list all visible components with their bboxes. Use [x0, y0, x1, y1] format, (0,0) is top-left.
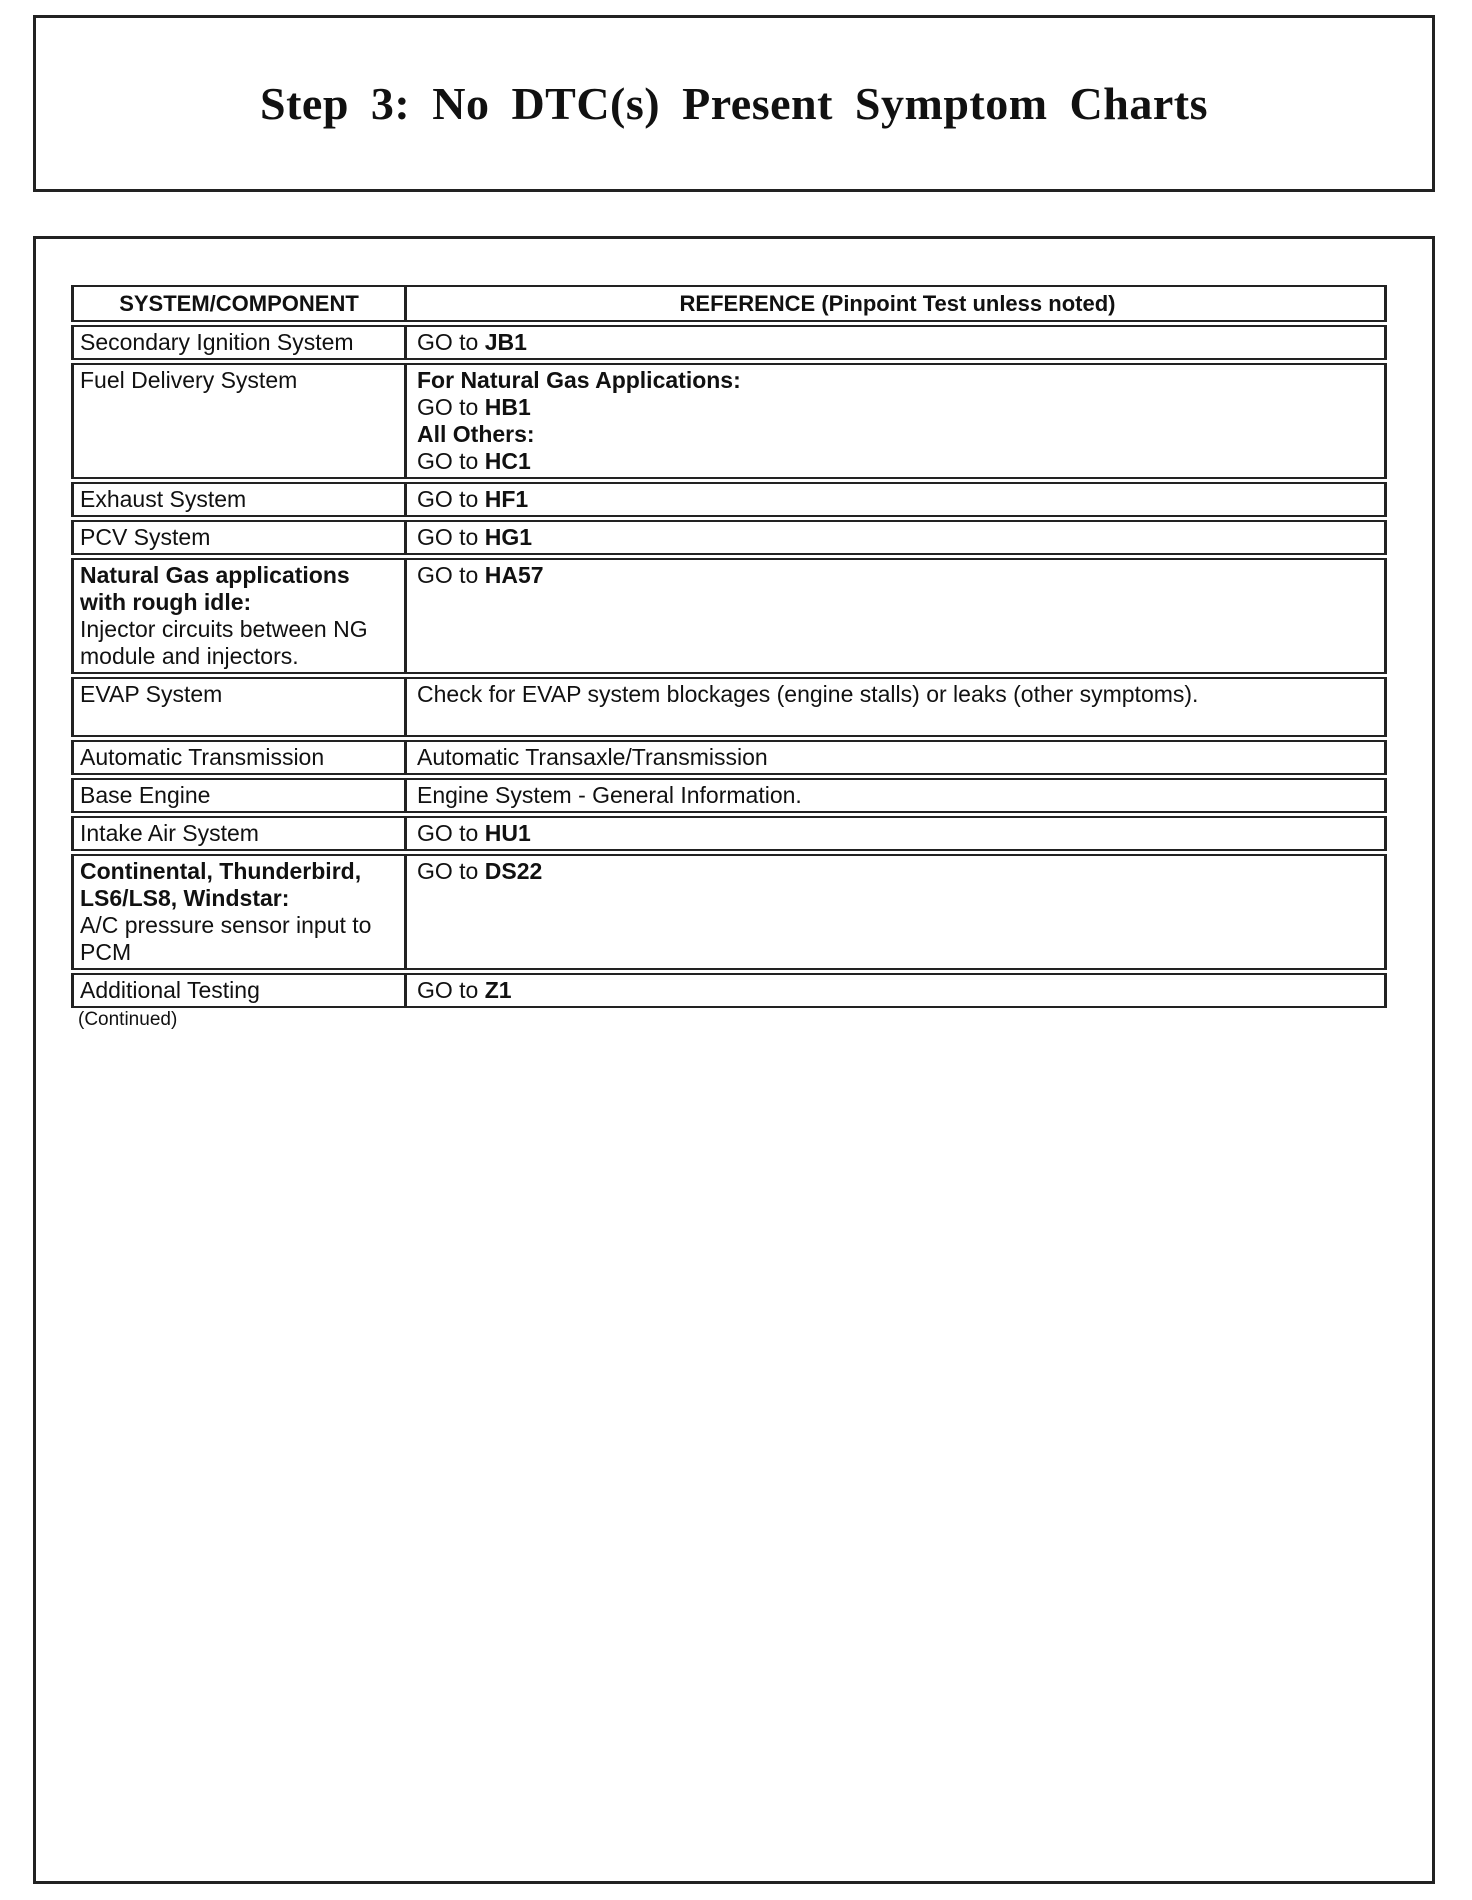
cell-text: Fuel Delivery System [80, 367, 298, 393]
header-reference: REFERENCE (Pinpoint Test unless noted) [407, 285, 1387, 322]
table-row [71, 854, 1387, 970]
cell-text: GO to [417, 977, 485, 1003]
cell-line [80, 681, 398, 708]
cell-line [417, 448, 1378, 475]
cell-line [417, 524, 1378, 551]
cell-line [417, 977, 1378, 1004]
cell-text: Intake Air System [80, 820, 259, 846]
cell-text: Secondary Ignition System [80, 329, 354, 355]
test-reference: Z1 [484, 977, 512, 1003]
table-row [71, 558, 1387, 674]
cell-heading: For Natural Gas Applications: [417, 367, 741, 393]
cell-text: A/C pressure sensor input to PCM [80, 912, 372, 965]
cell-line [417, 329, 1378, 356]
cell-text: GO to [417, 394, 485, 420]
cell-text: Engine System - General Information. [417, 782, 802, 808]
test-reference: JB1 [484, 329, 527, 355]
cell-text: EVAP System [80, 681, 223, 707]
reference-cell [407, 677, 1387, 737]
cell-line [417, 681, 1378, 708]
symptom-chart-table [71, 282, 1387, 1011]
cell-line [417, 744, 1378, 771]
cell-heading: Natural Gas applications with rough idle: [80, 562, 350, 615]
cell-line [417, 858, 1378, 885]
cell-text: PCV System [80, 524, 211, 550]
test-reference: HA57 [484, 562, 544, 588]
reference-cell [407, 854, 1387, 970]
system-cell [71, 816, 407, 851]
reference-cell [407, 973, 1387, 1008]
table-body [71, 325, 1387, 1008]
cell-line [80, 782, 398, 809]
system-cell [71, 520, 407, 555]
table-row [71, 677, 1387, 737]
cell-text: Automatic Transaxle/Transmission [417, 744, 768, 770]
system-cell [71, 325, 407, 360]
system-cell [71, 363, 407, 479]
cell-text: GO to [417, 562, 485, 588]
test-reference: HB1 [484, 394, 531, 420]
test-reference: HG1 [484, 524, 533, 550]
cell-line [417, 486, 1378, 513]
reference-cell [407, 520, 1387, 555]
test-reference: HF1 [484, 486, 529, 512]
page-title: Step 3: No DTC(s) Present Symptom Charts [260, 78, 1208, 129]
cell-line [80, 616, 398, 670]
table-header-row [71, 285, 1387, 322]
test-reference: HC1 [484, 448, 531, 474]
cell-line [80, 524, 398, 551]
system-cell [71, 778, 407, 813]
system-cell [71, 482, 407, 517]
cell-heading: All Others: [417, 421, 535, 447]
cell-line [80, 977, 398, 1004]
cell-line [80, 820, 398, 847]
cell-heading: Continental, Thunderbird, LS6/LS8, Windstar: [80, 858, 362, 911]
reference-cell [407, 740, 1387, 775]
reference-cell [407, 325, 1387, 360]
cell-text: Check for EVAP system blockages (engine stalls) or leaks (other symptoms). [417, 681, 1199, 707]
cell-text: Exhaust System [80, 486, 247, 512]
system-cell [71, 973, 407, 1008]
cell-text: Injector circuits between NG module and injectors. [80, 616, 368, 669]
table-row [71, 778, 1387, 813]
system-cell [71, 677, 407, 737]
table-row [71, 363, 1387, 479]
cell-line [80, 329, 398, 356]
test-reference: DS22 [484, 858, 543, 884]
header-system-component: SYSTEM/COMPONENT [71, 285, 407, 322]
cell-text: GO to [417, 524, 485, 550]
cell-text: Automatic Transmission [80, 744, 325, 770]
cell-text: GO to [417, 329, 485, 355]
cell-line [80, 486, 398, 513]
table-row [71, 740, 1387, 775]
table-row [71, 325, 1387, 360]
reference-cell [407, 363, 1387, 479]
table-row [71, 520, 1387, 555]
title-box [33, 15, 1435, 192]
reference-cell [407, 558, 1387, 674]
system-cell [71, 854, 407, 970]
reference-cell [407, 778, 1387, 813]
cell-text: Base Engine [80, 782, 211, 808]
cell-line [417, 782, 1378, 809]
cell-line [417, 562, 1378, 589]
cell-text: Additional Testing [80, 977, 260, 1003]
table-row [71, 482, 1387, 517]
cell-text: GO to [417, 448, 485, 474]
reference-cell [407, 816, 1387, 851]
cell-line [80, 912, 398, 966]
cell-text: GO to [417, 858, 485, 884]
reference-cell [407, 482, 1387, 517]
table-row [71, 816, 1387, 851]
test-reference: HU1 [484, 820, 531, 846]
cell-line [417, 394, 1378, 421]
content-box [33, 236, 1435, 1884]
cell-line [417, 820, 1378, 847]
table-row [71, 973, 1387, 1008]
system-cell [71, 558, 407, 674]
continued-note: (Continued) [78, 1009, 178, 1030]
cell-line [80, 367, 398, 394]
system-cell [71, 740, 407, 775]
cell-text: GO to [417, 820, 485, 846]
cell-line [80, 744, 398, 771]
cell-text: GO to [417, 486, 485, 512]
